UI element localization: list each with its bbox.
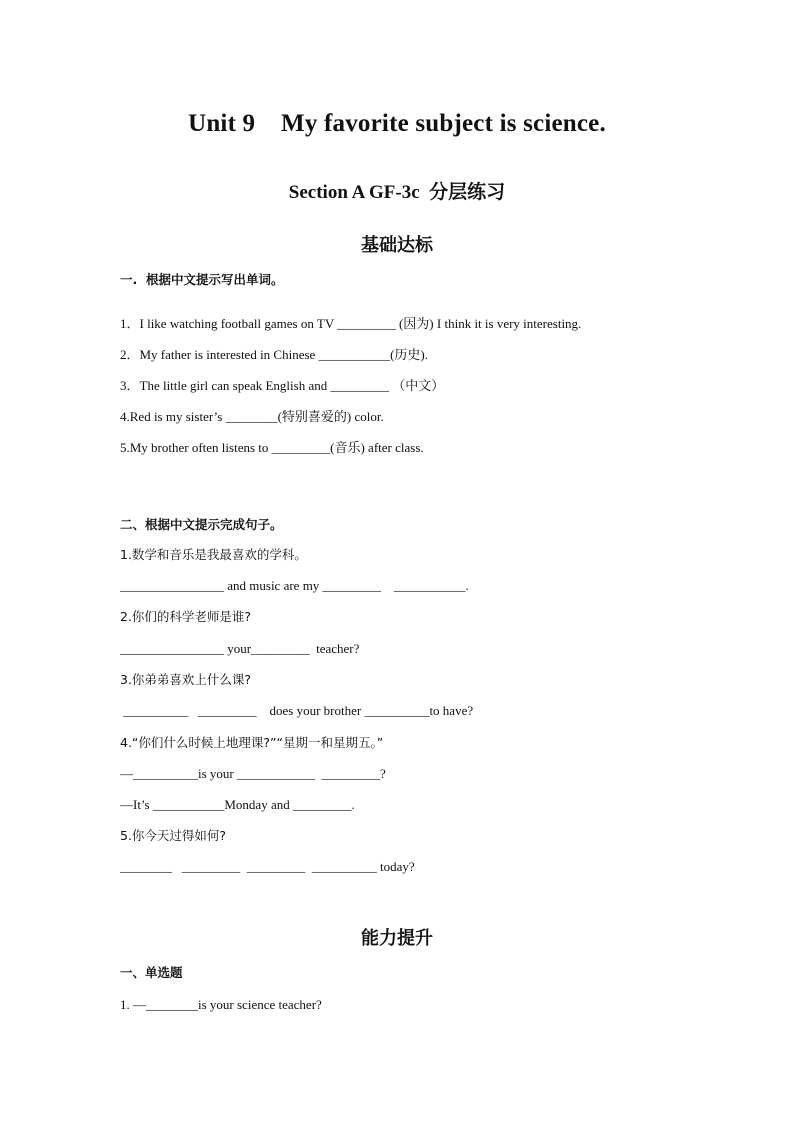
sentence-blank-4a: —__________is your ____________ _________? [120,766,386,781]
part-single-choice-heading: 一、单选题 [120,965,183,980]
part-word-writing-heading: 一. 根据中文提示写出单词。 [120,272,284,287]
sentence-blank-5: ________ _________ _________ __________ today? [120,859,415,874]
sentence-prompt-5: 5.你今天过得如何? [120,828,227,843]
sentence-blank-1: ________________ and music are my _________ ___________. [120,578,469,593]
section-advanced-heading: 能力提升 [361,928,433,949]
sentence-blank-4b: —It’s ___________Monday and _________. [120,797,355,812]
page-subtitle: Section A GF-3c 分层练习 [288,182,506,203]
word-question-2: 2．My father is interested in Chinese ___________(历史). [120,347,428,362]
part-sentence-completion-heading: 二、根据中文提示完成句子。 [120,517,283,532]
choice-question-1: 1. —________is your science teacher? [120,997,322,1012]
word-question-1: 1．I like watching football games on TV _________ (因为) I think it is very interesting. [120,316,582,331]
sentence-prompt-3: 3.你弟弟喜欢上什么课? [120,672,252,687]
sentence-blank-3: __________ _________ does your brother __________to have? [120,703,474,718]
word-question-5: 5.My brother often listens to _________(音乐) after class. [120,440,424,455]
section-basic-heading: 基础达标 [361,235,433,256]
page-title: Unit 9 My favorite subject is science. [188,110,606,137]
word-question-4: 4.Red is my sister’s ________(特别喜爱的) color. [120,409,384,424]
sentence-prompt-4: 4.“你们什么时候上地理课?”“星期一和星期五。” [120,735,384,750]
word-question-3: 3．The little girl can speak English and _________ （中文） [120,378,445,393]
sentence-prompt-1: 1.数学和音乐是我最喜欢的学科。 [120,547,307,562]
sentence-blank-2: ________________ your_________ teacher? [120,641,360,656]
sentence-prompt-2: 2.你们的科学老师是谁? [120,609,252,624]
